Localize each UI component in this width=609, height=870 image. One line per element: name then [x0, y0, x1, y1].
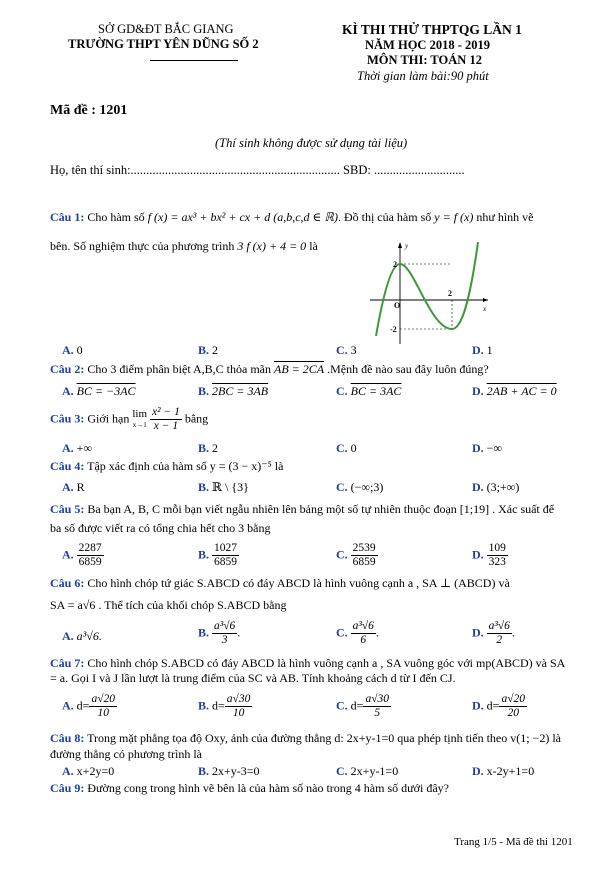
option-letter: B. [198, 343, 210, 357]
subject: MÔN THI: TOÁN 12 [367, 53, 482, 67]
option-letter: B. [198, 441, 210, 455]
origin-label: O [394, 301, 401, 310]
option-text: a³√6. [76, 629, 102, 643]
math: y = f (x) [434, 210, 474, 224]
header-divider [150, 60, 238, 61]
option-letter: C. [336, 480, 348, 494]
question-label: Câu 3: [50, 411, 85, 426]
q2-option-c[interactable] [336, 384, 401, 399]
lim-sub: x→1 [132, 420, 147, 429]
numerator: 2539 [352, 542, 376, 554]
text: .Mệnh đề nào sau đây luôn đúng? [324, 362, 489, 376]
option-text: BC = 3AC [350, 384, 402, 398]
exam-time: Thời gian làm bài:90 phút [357, 69, 489, 83]
numerator: a√30 [365, 693, 390, 705]
school-name: TRƯỜNG THPT YÊN DŨNG SỐ 2 [68, 37, 259, 51]
y-label: y [405, 242, 409, 250]
punct: . [511, 625, 515, 640]
option-letter: A. [62, 480, 74, 494]
denominator: 6859 [78, 556, 102, 568]
option-letter: D. [472, 384, 484, 398]
q3-option-b[interactable] [198, 441, 218, 456]
option-letter: A. [62, 441, 74, 455]
option-letter: D. [472, 625, 484, 640]
option-text: 0 [350, 441, 357, 455]
option-letter: C. [336, 441, 348, 455]
q6-option-b[interactable] [198, 620, 240, 647]
option-letter: B. [198, 764, 210, 778]
question-label: Câu 1: [50, 210, 85, 224]
option-text: (3;+∞) [486, 480, 520, 494]
option-text: 2x+y-1=0 [350, 764, 399, 778]
denominator: 6859 [214, 556, 238, 568]
option-text: 3 [350, 343, 357, 357]
denominator: 5 [374, 707, 381, 719]
option-text: −∞ [486, 441, 502, 455]
numerator: a√30 [226, 693, 251, 705]
option-fraction [363, 693, 391, 720]
text: Giới hạn [84, 411, 133, 426]
q5-option-d[interactable] [472, 542, 508, 569]
q3-option-c[interactable] [336, 441, 357, 456]
question-8-line1 [50, 731, 561, 746]
exam-note: (Thí sinh không được sử dụng tài liệu) [215, 136, 408, 150]
question-label: Câu 8: [50, 731, 85, 745]
question-label: Câu 9: [50, 781, 85, 795]
question-8-line2: đường thẳng có phương trình là [50, 747, 203, 761]
option-text: 2AB + AC = 0 [486, 384, 557, 398]
option-letter: B. [198, 547, 210, 562]
question-label: Câu 4: [50, 459, 85, 473]
q1-option-d[interactable] [472, 343, 493, 358]
question-3 [50, 406, 208, 433]
page-footer: Trang 1/5 - Mã đề thi 1201 [454, 836, 573, 848]
text: Cho hàm số [84, 210, 148, 224]
text: là [306, 239, 318, 253]
q2-option-a[interactable] [62, 384, 136, 399]
question-label: Câu 5: [50, 502, 85, 516]
q6-option-c[interactable] [336, 620, 379, 647]
numerator: a√20 [91, 693, 116, 705]
limit-operator [132, 409, 147, 431]
q3-option-d[interactable] [472, 441, 502, 456]
math: AB = 2CA [274, 362, 325, 376]
option-letter: D. [472, 441, 484, 455]
option-fraction [351, 542, 378, 569]
option-fraction [225, 693, 253, 720]
option-letter: D. [472, 547, 484, 562]
q5-option-b[interactable] [198, 542, 239, 569]
q2-option-d[interactable] [472, 384, 557, 399]
question-1-line1 [50, 210, 534, 225]
question-2 [50, 362, 489, 377]
q6-option-d[interactable] [472, 620, 515, 647]
q1-option-a[interactable] [62, 343, 83, 358]
q7-option-d[interactable] [472, 693, 527, 720]
option-text: 1 [486, 343, 493, 357]
q7-option-a[interactable] [62, 693, 117, 720]
q7-option-c[interactable] [336, 693, 391, 720]
question-label: Câu 2: [50, 362, 85, 376]
option-text: x-2y+1=0 [486, 764, 535, 778]
function-graph [370, 240, 490, 344]
numerator: x² − 1 [152, 406, 180, 418]
numerator: a³√6 [352, 620, 374, 632]
text: . Đồ thị của hàm số [337, 210, 435, 224]
option-fraction [89, 693, 117, 720]
q6-option-a[interactable] [62, 629, 102, 644]
option-text: +∞ [76, 441, 92, 455]
text: Cho 3 điểm phân biệt A,B,C thỏa mãn [84, 362, 274, 376]
text: như hình vẽ [473, 210, 534, 224]
numerator: 2287 [78, 542, 102, 554]
option-letter: B. [198, 698, 210, 713]
option-text: 2x+y-3=0 [212, 764, 260, 778]
option-letter: A. [62, 384, 74, 398]
option-text: (−∞;3) [350, 480, 384, 494]
q4-option-d[interactable] [472, 480, 519, 495]
option-letter: D. [472, 480, 484, 494]
option-letter: A. [62, 343, 74, 357]
math: f (x) = ax³ + bx² + cx + d (a,b,c,d ∈ ℝ) [147, 210, 338, 224]
option-prefix: d= [212, 698, 225, 713]
q5-option-c[interactable] [336, 542, 378, 569]
question-5-line2: ba số được viết ra có tổng chia hết cho 3 bằng [50, 521, 271, 535]
question-6-line1 [50, 576, 510, 591]
limit-fraction [150, 406, 182, 433]
numerator: a³√6 [488, 620, 510, 632]
option-letter: B. [198, 480, 210, 494]
exam-title: KÌ THI THỬ THPTQG LẦN 1 [342, 22, 522, 37]
numerator: 109 [488, 542, 506, 554]
option-letter: A. [62, 698, 74, 713]
q7-option-b[interactable] [198, 693, 252, 720]
school-year: NĂM HỌC 2018 - 2019 [365, 38, 490, 52]
question-5-line1 [50, 502, 554, 517]
question-7-line2: = a. Gọi I và J lần lượt là trung điểm của SC và AB. Tính khoảng cách d từ I đến CJ. [50, 671, 456, 685]
x-tick-2: 2 [448, 289, 452, 298]
q3-option-a[interactable] [62, 441, 92, 456]
text: Đường cong trong hình vẽ bên là của hàm số nào trong 4 hàm số dưới đây? [84, 781, 449, 795]
denominator: 3 [221, 634, 228, 646]
option-letter: D. [472, 343, 484, 357]
lim-text: lim [132, 407, 148, 420]
option-text: BC = −3AC [76, 384, 136, 398]
numerator: 1027 [214, 542, 238, 554]
option-letter: B. [198, 625, 210, 640]
option-fraction [212, 620, 237, 647]
option-letter: C. [336, 343, 348, 357]
option-fraction [499, 693, 527, 720]
denominator: 6 [360, 634, 367, 646]
option-text: 2 [212, 343, 219, 357]
text: Cho hình chóp tứ giác S.ABCD có đáy ABCD là hình vuông cạnh a , SA ⊥ (ABCD) và [84, 576, 510, 590]
question-1-line2 [50, 239, 318, 254]
option-letter: C. [336, 764, 348, 778]
option-letter: C. [336, 625, 348, 640]
numerator: a³√6 [214, 620, 236, 632]
q2-option-b[interactable] [198, 384, 268, 399]
text: Tập xác định của hàm số y = (3 − x)⁻⁵ là [84, 459, 284, 473]
exam-code: Mã đề : 1201 [50, 103, 128, 118]
option-fraction [487, 620, 512, 647]
text: bằng [181, 411, 209, 426]
option-letter: D. [472, 698, 484, 713]
question-label: Câu 6: [50, 576, 85, 590]
q8-option-d[interactable] [472, 764, 534, 779]
q5-option-a[interactable] [62, 542, 104, 569]
text: Cho hình chóp S.ABCD có đáy ABCD là hình vuông cạnh a , SA vuông góc với mp(ABCD) và SA [84, 656, 566, 670]
question-6-line2: SA = a√6 . Thể tích của khối chóp S.ABCD bằng [50, 598, 287, 612]
question-7-line1 [50, 656, 565, 671]
option-fraction [77, 542, 104, 569]
option-letter: D. [472, 764, 484, 778]
denominator: 323 [488, 556, 506, 568]
denominator: 10 [232, 707, 245, 719]
option-text: x+2y=0 [76, 764, 115, 778]
q4-option-a[interactable] [62, 480, 85, 495]
punct: . [237, 625, 241, 640]
denominator: 2 [496, 634, 503, 646]
text: Trong mặt phẳng tọa độ Oxy, ảnh của đường thẳng d: 2x+y-1=0 qua phép tịnh tiến theo v(1; −2) là [84, 731, 561, 745]
q1-option-c[interactable] [336, 343, 357, 358]
punct: . [375, 625, 379, 640]
option-fraction [487, 542, 508, 569]
denominator: x − 1 [153, 420, 179, 432]
candidate-name-line: Họ, tên thí sinh:................................................................... SBD: ............................. [50, 163, 465, 177]
option-letter: C. [336, 698, 348, 713]
numerator: a√20 [501, 693, 526, 705]
q4-option-c[interactable] [336, 480, 383, 495]
option-text: 2 [212, 441, 219, 455]
option-letter: C. [336, 384, 348, 398]
question-9 [50, 781, 449, 796]
y-axis-arrow [398, 242, 402, 248]
denominator: 10 [97, 707, 109, 719]
text: Ba bạn A, B, C mỗi bạn viết ngẫu nhiên lên bảng một số tự nhiên thuộc đoạn [1;19] . Xác suất để [84, 502, 555, 516]
option-fraction [212, 542, 239, 569]
option-letter: B. [198, 384, 210, 398]
denominator: 20 [507, 707, 519, 719]
question-4 [50, 459, 283, 474]
denominator: 6859 [352, 556, 376, 568]
q8-option-b[interactable] [198, 764, 260, 779]
option-prefix: d= [486, 698, 500, 713]
x-axis-arrow [483, 298, 488, 302]
math: 3 f (x) + 4 = 0 [237, 239, 307, 253]
option-text: R [76, 480, 85, 494]
option-text: 2BC = 3AB [212, 384, 269, 398]
q4-option-b[interactable] [198, 480, 249, 495]
y-tick-neg2: -2 [390, 325, 397, 334]
option-letter: A. [62, 547, 74, 562]
option-letter: A. [62, 764, 74, 778]
x-label: x [483, 305, 487, 313]
question-label: Câu 7: [50, 656, 85, 670]
dept-name: SỞ GD&ĐT BẮC GIANG [98, 22, 234, 36]
cubic-curve [376, 242, 478, 336]
option-fraction [351, 620, 376, 647]
option-text: 0 [76, 343, 83, 357]
q8-option-a[interactable] [62, 764, 114, 779]
option-prefix: d= [76, 698, 90, 713]
option-text: ℝ \ {3} [212, 480, 249, 494]
q1-option-b[interactable] [198, 343, 218, 358]
text: bên. Số nghiệm thực của phương trình [50, 239, 238, 253]
option-letter: A. [62, 629, 74, 643]
y-tick-2: 2 [393, 260, 397, 269]
q8-option-c[interactable] [336, 764, 398, 779]
option-prefix: d= [350, 698, 364, 713]
option-letter: C. [336, 547, 348, 562]
